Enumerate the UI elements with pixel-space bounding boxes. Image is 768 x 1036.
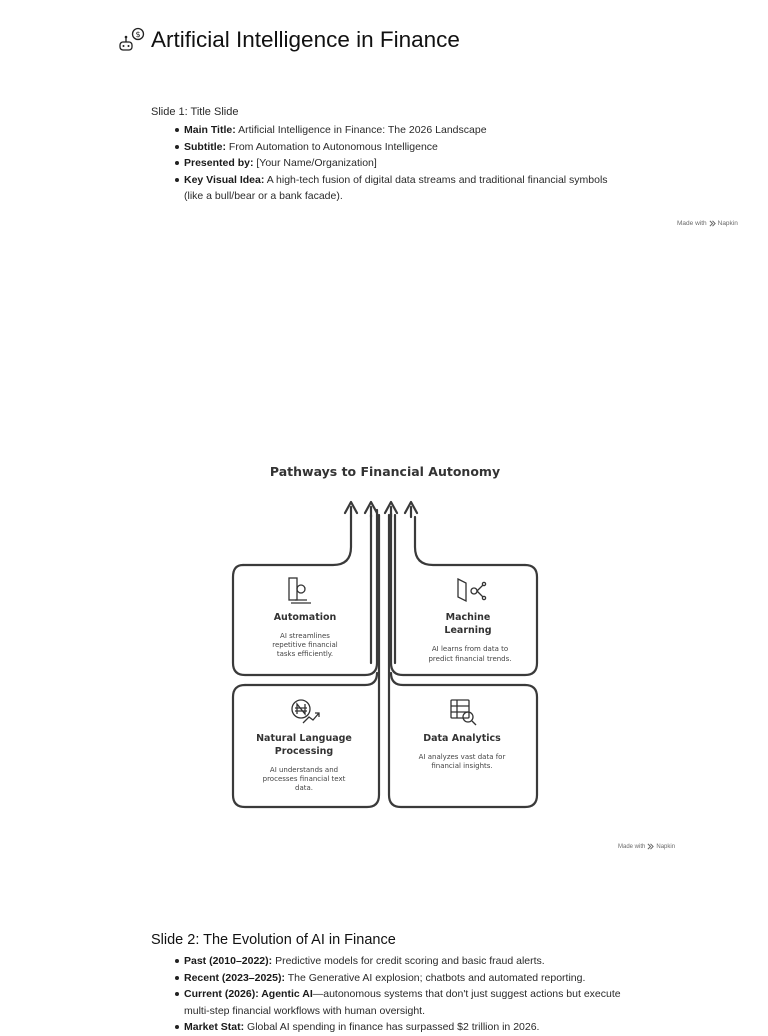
robot-arm-icon	[289, 578, 311, 603]
watermark-text: Made with	[618, 843, 646, 850]
bullet-text: —autonomous systems that don't just suggest actions but execute multi-step financial workflows with human oversight.	[184, 988, 621, 1017]
card-desc-line: predict financial trends.	[428, 655, 512, 663]
card-desc-line: financial insights.	[431, 762, 493, 770]
napkin-watermark[interactable]	[618, 843, 675, 850]
card-title-line: Automation	[273, 612, 337, 623]
bullet-label: Past (2010–2022):	[184, 955, 273, 967]
bullet-label: Market Stat:	[184, 1021, 245, 1033]
slide1-bullet-list	[184, 122, 614, 205]
card-desc-line: repetitive financial	[272, 641, 338, 649]
pathways-diagram	[225, 455, 545, 820]
bullet-label: Key Visual Idea:	[184, 173, 265, 186]
list-item	[184, 139, 614, 156]
card-title-line: Data Analytics	[423, 733, 501, 744]
card-desc-line: AI understands and	[269, 766, 339, 774]
card-title-line: Machine	[445, 612, 491, 623]
list-item	[184, 122, 614, 139]
bullet-label: Recent (2023–2025):	[184, 971, 285, 984]
card-title-line: Learning	[444, 625, 492, 636]
napkin-logo-icon	[647, 843, 654, 850]
card-desc-line: AI learns from data to	[431, 645, 509, 653]
slide2-heading: Slide 2: The Evolution of AI in Finance	[151, 932, 396, 948]
bullet-text: Predictive models for credit scoring and basic fraud alerts.	[272, 955, 545, 967]
bullet-text: The Generative AI explosion; chatbots and automated reporting.	[284, 971, 586, 984]
database-search-icon	[451, 700, 476, 725]
list-item	[184, 1019, 624, 1036]
watermark-text: Made with	[677, 220, 707, 227]
card-title-line: Processing	[274, 746, 334, 757]
napkin-watermark[interactable]	[677, 220, 738, 227]
robot-dollar-icon	[117, 27, 145, 53]
card-title-line: Natural Language	[256, 733, 352, 744]
bullet-label: Subtitle:	[184, 140, 226, 153]
card-automation	[272, 578, 337, 658]
bullet-text: Artificial Intelligence in Finance: The 2026 Landscape	[235, 124, 487, 136]
list-item	[184, 172, 614, 205]
card-data-analytics	[419, 700, 506, 770]
watermark-brand: Napkin	[656, 843, 676, 850]
list-item	[184, 986, 624, 1019]
bullet-label: Current (2026): Agentic AI	[184, 988, 313, 1000]
brain-network-icon	[458, 579, 486, 601]
napkin-logo-icon	[709, 220, 716, 227]
card-desc-line: AI analyzes vast data for	[418, 753, 506, 761]
watermark-brand: Napkin	[717, 220, 738, 227]
bullet-text: Global AI spending in finance has surpassed $2 trillion in 2026.	[244, 1021, 540, 1033]
card-desc-line: tasks efficiently.	[276, 650, 334, 658]
bullet-label: Main Title:	[184, 124, 236, 136]
bullet-text: From Automation to Autonomous Intelligence	[226, 140, 438, 153]
slide2-bullet-list	[184, 953, 624, 1036]
list-item	[184, 953, 624, 970]
card-nlp-frame	[233, 515, 379, 807]
bullet-text: [Your Name/Organization]	[253, 157, 377, 169]
card-desc-line: data.	[295, 784, 313, 792]
bullet-text: A high-tech fusion of digital data streams and traditional financial symbols (like a bull/bear or a bank facade).	[184, 173, 608, 202]
card-nlp	[256, 700, 352, 792]
page-title: Artificial Intelligence in Finance	[151, 27, 460, 52]
list-item	[184, 970, 624, 987]
slide1-heading: Slide 1: Title Slide	[151, 106, 239, 118]
naira-trend-icon	[292, 700, 319, 723]
card-machine-learning	[428, 579, 511, 663]
bullet-label: Presented by:	[184, 157, 254, 169]
svg-text:$: $	[135, 30, 141, 39]
list-item	[184, 155, 614, 172]
card-desc-line: processes financial text	[262, 775, 346, 783]
diagram-title: Pathways to Financial Autonomy	[269, 464, 501, 479]
card-desc-line: AI streamlines	[280, 632, 330, 640]
